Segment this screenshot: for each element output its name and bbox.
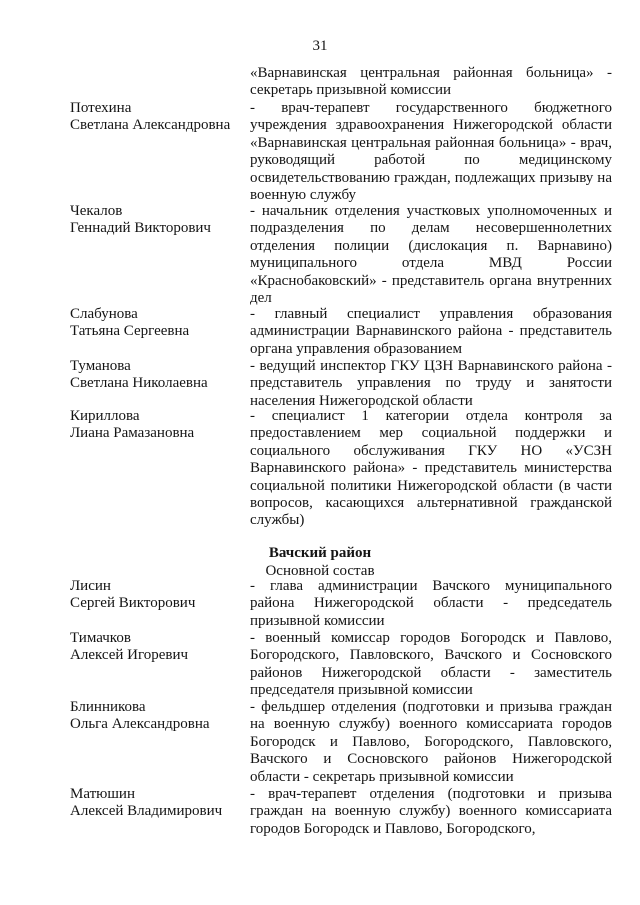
member-name xyxy=(70,203,248,238)
member-surname: Матюшин xyxy=(70,786,135,802)
member-role: - врач-терапевт отделения (подготовки и призыва граждан на военную службу) военного комиссариата городов Богородск и Павлово, Богородского, xyxy=(250,786,612,837)
member-surname: Чекалов xyxy=(70,203,123,219)
district-heading: Вачский район xyxy=(268,545,372,561)
member-surname: Блинникова xyxy=(70,699,146,715)
member-name xyxy=(70,408,248,443)
member-role: - глава администрации Вачского муниципального района Нижегородской области - председатель призывной комиссии xyxy=(250,578,612,629)
member-given-names: Светлана Николаевна xyxy=(70,375,208,392)
member-role: - военный комиссар городов Богородск и Павлово, Богородского, Павловского, Вачского и Сосновского районов Нижегородской области - заместитель председателя призывной комиссии xyxy=(250,630,612,699)
member-surname: Лисин xyxy=(70,578,111,594)
member-name xyxy=(70,630,248,665)
member-role: - специалист 1 категории отдела контроля за предоставлением мер социальной поддержки и социального обслуживания ГКУ НО «УСЗН Варнавинского района» - представитель министерства социальной политики Нижегородской области (в части вопросов, касающихся альтернативной гражданской службы) xyxy=(250,408,612,529)
member-name xyxy=(70,100,248,135)
composition-subheading: Основной состав xyxy=(265,563,375,579)
continued-role-text: «Варнавинская центральная районная больница» - секретарь призывной комиссии xyxy=(250,65,612,99)
member-role: - ведущий инспектор ГКУ ЦЗН Варнавинского района - представитель управления по труду и занятости населения Нижегородской области xyxy=(250,358,612,409)
member-surname: Кириллова xyxy=(70,408,140,424)
member-name xyxy=(70,306,248,341)
member-given-names: Светлана Александровна xyxy=(70,117,231,134)
member-given-names: Ольга Александровна xyxy=(70,716,210,733)
member-name xyxy=(70,358,248,393)
member-surname: Тимачков xyxy=(70,630,131,646)
member-given-names: Алексей Владимирович xyxy=(70,803,223,820)
member-given-names: Геннадий Викторович xyxy=(70,220,211,237)
member-role: - фельдшер отделения (подготовки и призыва граждан на военную службу) военного комиссариата городов Богородск и Павлово, Богородского, Павловского, Вачского и Сосновского районов Нижегородской области - секретарь призывной комиссии xyxy=(250,699,612,785)
member-given-names: Сергей Викторович xyxy=(70,595,196,612)
member-role: - начальник отделения участковых уполномоченных и подразделения по делам несовершеннолетних отделения полиции (дислокация п. Варнавино) муниципального отдела МВД России «Краснобаковский» - представитель органа внутренних дел xyxy=(250,203,612,307)
member-role: - главный специалист управления образования администрации Варнавинского района - представитель органа управления образованием xyxy=(250,306,612,357)
member-role: - врач-терапевт государственного бюджетного учреждения здравоохранения Нижегородской области «Варнавинская центральная районная больница» - врач, руководящий работой по медицинскому освидетельствованию граждан, подлежащих призыву на военную службу xyxy=(250,100,612,204)
member-name xyxy=(70,699,248,734)
member-surname: Туманова xyxy=(70,358,131,374)
member-name xyxy=(70,578,248,613)
page-number: 31 xyxy=(312,38,328,54)
member-given-names: Татьяна Сергеевна xyxy=(70,323,190,340)
member-given-names: Алексей Игоревич xyxy=(70,647,189,664)
member-surname: Слабунова xyxy=(70,306,138,322)
member-surname: Потехина xyxy=(70,100,132,116)
member-name xyxy=(70,786,248,821)
member-given-names: Лиана Рамазановна xyxy=(70,425,195,442)
